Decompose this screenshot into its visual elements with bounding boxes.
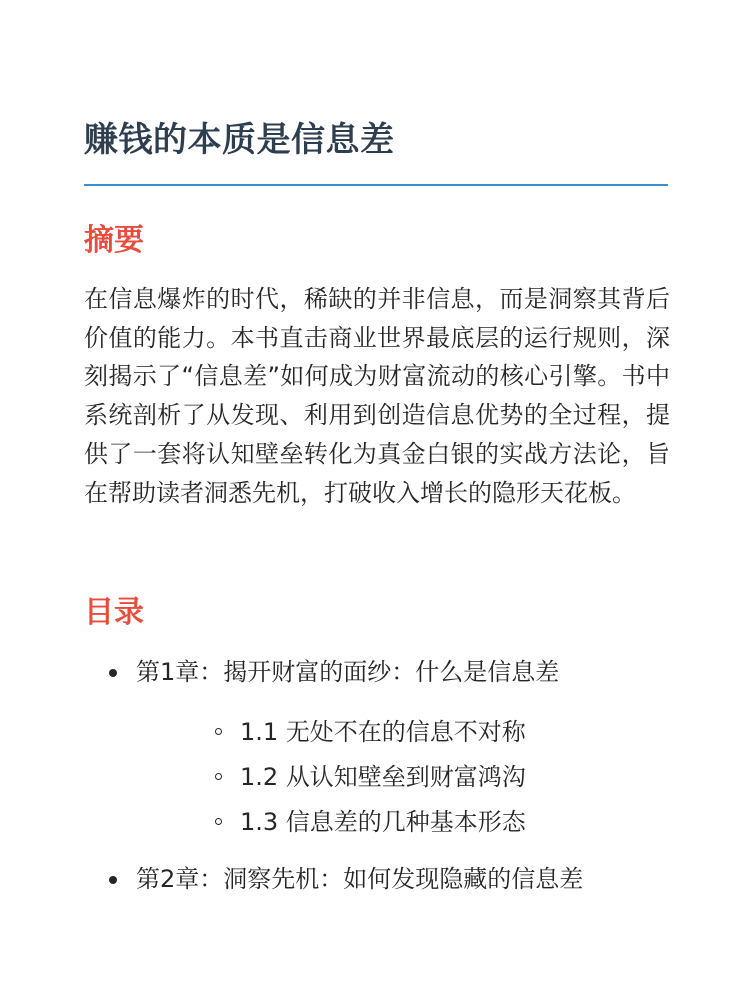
- bullet-hollow-icon: [215, 773, 222, 780]
- section-title: 1.3 信息差的几种基本形态: [240, 808, 526, 836]
- summary-paragraph: 在信息爆炸的时代，稀缺的并非信息，而是洞察其背后价值的能力。本书直击商业世界最底层的运行规则，深刻揭示了“信息差”如何成为财富流动的核心引擎。书中系统剖析了从发现、利用到创造信息优势的全过程，提供了一套将认知壁垒转化为真金白银的实战方法论，旨在帮助读者洞悉先机，打破收入增长的隐形天花板。: [84, 285, 670, 507]
- title-divider: [84, 184, 668, 186]
- chapter-list: [84, 654, 670, 897]
- table-of-contents: [84, 654, 670, 897]
- section-item: [136, 710, 670, 755]
- chapter-item: [84, 861, 670, 897]
- summary-heading: 摘要: [84, 223, 144, 258]
- section-list: [136, 710, 670, 845]
- chapter-title: 第1章：揭开财富的面纱：什么是信息差: [136, 658, 560, 686]
- bullet-hollow-icon: [215, 818, 222, 825]
- chapter-item: [84, 654, 670, 845]
- chapter-title: 第2章：洞察先机：如何发现隐藏的信息差: [136, 865, 584, 893]
- section-item: [136, 755, 670, 800]
- toc-heading: 目录: [84, 595, 144, 630]
- bullet-filled-icon: [109, 669, 117, 677]
- bullet-hollow-icon: [215, 728, 222, 735]
- bullet-filled-icon: [109, 876, 117, 884]
- section-item: [136, 800, 670, 845]
- section-title: 1.2 从认知壁垒到财富鸿沟: [240, 763, 526, 791]
- page-title: 赚钱的本质是信息差: [84, 120, 395, 160]
- section-title: 1.1 无处不在的信息不对称: [240, 718, 526, 746]
